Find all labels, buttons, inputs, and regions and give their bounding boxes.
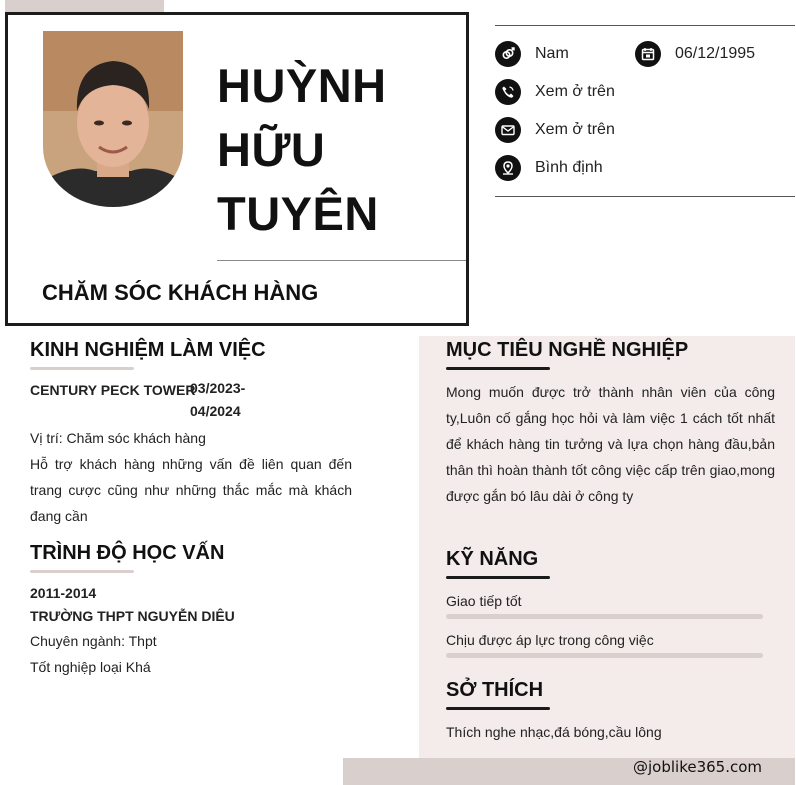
- candidate-name: [217, 54, 462, 246]
- experience-period-end: 04/2024: [190, 403, 241, 419]
- skill-item-label: Giao tiếp tốt: [446, 593, 522, 609]
- name-line-2: HỮU: [217, 123, 326, 176]
- experience-title-underline: [30, 367, 134, 370]
- contact-birthday: [635, 41, 755, 67]
- education-school: TRƯỜNG THPT NGUYỄN DIÊU: [30, 608, 235, 624]
- email-value: Xem ở trên: [535, 121, 615, 138]
- skill-item-label: Chịu được áp lực trong công việc: [446, 632, 654, 648]
- objective-text: Mong muốn được trở thành nhân viên của công ty,Luôn cố gắng học hỏi và làm việc 1 cách tốt nhất để khách hàng tin tưởng và lựa chọn hàng đầu,bản thân thì hoàn thành tốt công việc cấp trên giao,mong được gắn bó lâu dài ở công ty: [446, 384, 775, 504]
- job-title: CHĂM SÓC KHÁCH HÀNG: [42, 280, 319, 305]
- education-grade: Tốt nghiệp loại Khá: [30, 659, 151, 675]
- experience-section-title: KINH NGHIỆM LÀM VIỆC: [30, 339, 266, 361]
- watermark: @joblike365.com: [633, 758, 763, 776]
- name-line-3: TUYÊN: [217, 187, 379, 240]
- skills-section-title: KỸ NĂNG: [446, 548, 539, 570]
- education-title-underline: [30, 570, 134, 573]
- objective-section-title: MỤC TIÊU NGHỀ NGHIỆP: [446, 339, 689, 361]
- hobbies-text: Thích nghe nhạc,đá bóng,cầu lông: [446, 724, 662, 740]
- education-major: Chuyên ngành: Thpt: [30, 633, 157, 649]
- objective-title-underline: [446, 367, 550, 370]
- name-line-1: HUỲNH: [217, 59, 387, 112]
- experience-period: [190, 377, 245, 423]
- birthday-value: 06/12/1995: [675, 45, 756, 62]
- contact-phone: [495, 79, 615, 105]
- contact-address: [495, 155, 603, 181]
- mail-icon: [495, 117, 521, 143]
- gender-value: Nam: [535, 45, 569, 62]
- address-value: Bình định: [535, 159, 603, 176]
- location-icon: [495, 155, 521, 181]
- experience-company: CENTURY PECK TOWER: [30, 382, 196, 398]
- avatar-illustration: [43, 31, 183, 207]
- name-divider: [217, 260, 466, 261]
- skills-title-underline: [446, 576, 550, 579]
- skill-item-bar: [446, 653, 763, 658]
- contact-divider-top: [495, 25, 795, 26]
- education-period: 2011-2014: [30, 585, 97, 601]
- experience-position: Vị trí: Chăm sóc khách hàng: [30, 430, 206, 446]
- experience-period-start: 03/2023-: [190, 380, 246, 396]
- experience-description: Hỗ trợ khách hàng những vấn đề liên quan đến trang cược cũng như những thắc mắc mà khách đang cần: [30, 456, 352, 524]
- contact-email: [495, 117, 615, 143]
- calendar-icon: [635, 41, 661, 67]
- gender-icon: [495, 41, 521, 67]
- hobbies-section-title: SỞ THÍCH: [446, 679, 544, 701]
- contact-divider-bottom: [495, 196, 795, 197]
- contact-gender: [495, 41, 569, 67]
- skill-item-bar: [446, 614, 763, 619]
- phone-value: Xem ở trên: [535, 83, 615, 100]
- education-section-title: TRÌNH ĐỘ HỌC VẤN: [30, 542, 225, 564]
- phone-icon: [495, 79, 521, 105]
- avatar: [43, 31, 183, 207]
- hobbies-title-underline: [446, 707, 550, 710]
